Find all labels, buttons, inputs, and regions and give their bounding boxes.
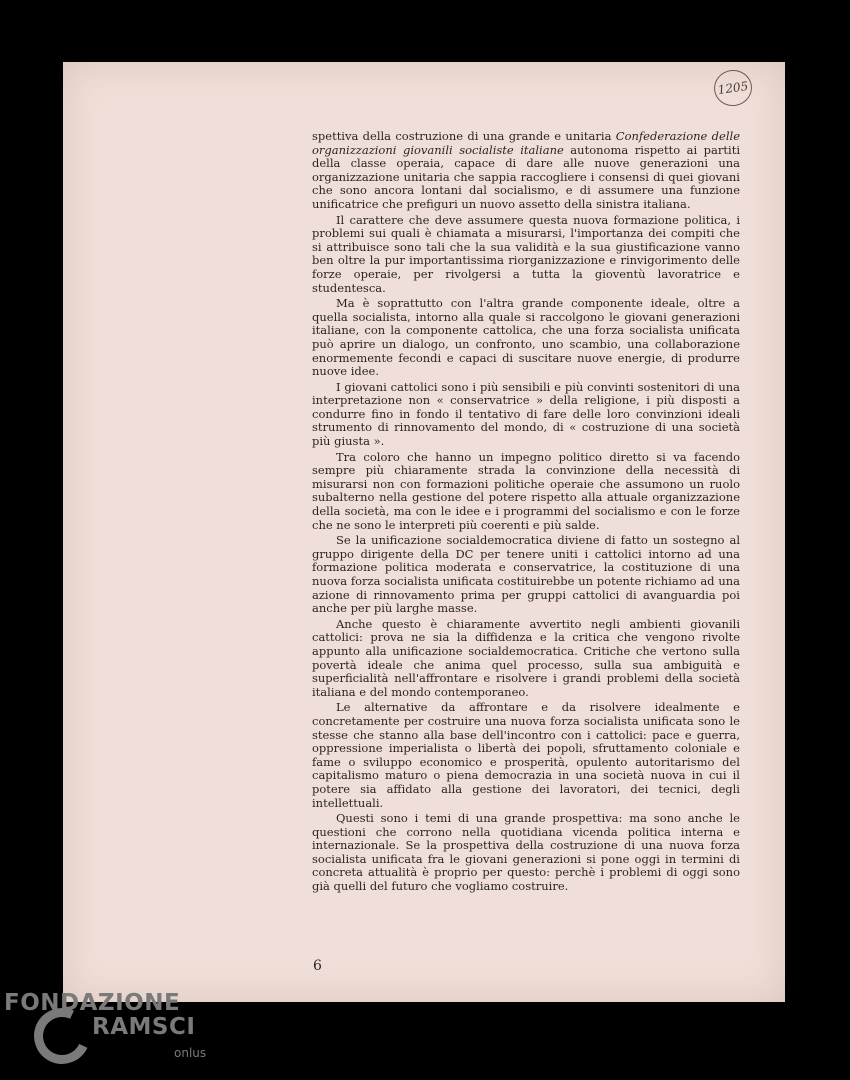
fondazione-gramsci-logo <box>4 988 214 1078</box>
paragraph-5: Tra coloro che hanno un impegno politico diretto si va facendo sempre più chiaramente strada la convinzione della necessità di misurarsi non con formazioni politiche operaie che assumono un ruolo subalterno nella gestione del potere rispetto alla attuale organizzazione della società, ma con le idee e i programmi del socialismo e con le forze che ne sono le interpreti più coerenti e più salde. <box>312 449 740 532</box>
page-number: 6 <box>313 958 322 974</box>
archive-stamp: 1205 <box>712 68 755 109</box>
document-page <box>63 62 785 1002</box>
logo-line-fondazione: FONDAZIONE <box>4 990 181 1016</box>
paragraph-1 <box>312 130 740 212</box>
paragraph-3: Ma è soprattutto con l'altra grande componente ideale, oltre a quella socialista, intorno alla quale si raccolgono le giovani generazioni italiane, con la componente cattolica, che una forza socialista unificata può aprire un dialogo, un confronto, uno scambio, una collaborazione enormemente fecondi e capaci di suscitare nuove energie, di produrre nuove idee. <box>312 296 740 379</box>
logo-line-onlus: onlus <box>174 1046 207 1060</box>
paragraph-4: I giovani cattolici sono i più sensibili e più convinti sostenitori di una interpretazione non « conservatrice » della religione, i più disposti a condurre fino in fondo il tentativo di fare delle loro convinzioni ideali strumento di rinnovamento del mondo, di « costruzione di una società più giusta ». <box>312 379 740 449</box>
paragraph-8: Le alternative da affrontare e da risolvere idealmente e concretamente per costruire una nuova forza socialista unificata sono le stesse che stanno alla base dell'incontro con i cattolici: pace e guerra, oppressione imperialista o libertà dei popoli, sfruttamento coloniale e fame o sviluppo economico e prosperità, opulento autoritarismo del capitalismo maturo o piena democrazia in una società nuova in cui il potere sia affidato alla gestione dei lavoratori, dei tecnici, degli intellettuali. <box>312 700 740 810</box>
body-text <box>312 130 740 896</box>
paragraph-6: Se la unificazione socialdemocratica diviene di fatto un sostegno al gruppo dirigente della DC per tenere uniti i cattolici intorno ad una formazione politica moderata e conservatrice, la costituzione di una nuova forza socialista unificata costituirebbe un potente richiamo ad una azione di rinnovamento prima per gruppi cattolici di avanguardia poi anche per più larghe masse. <box>312 533 740 616</box>
logo-line-gramsci: RAMSCI <box>92 1014 196 1040</box>
paragraph-9: Questi sono i temi di una grande prospettiva: ma sono anche le questioni che corrono nella quotidiana vicenda politica interna e internazionale. Se la prospettiva della costruzione di una nuova forza socialista unificata fra le giovani generazioni si pone oggi in termini di concreta attualità è proprio per questo: perchè i problemi di oggi sono già quelli del futuro che vogliamo costruire. <box>312 811 740 894</box>
paragraph-1-before: spettiva della costruzione di una grande e unitaria <box>312 129 616 143</box>
paragraph-1-italic: Confederazione delle organizzazioni giovanili socialiste italiane <box>312 129 740 157</box>
paragraph-1-after: autonoma rispetto ai partiti della classe operaia, capace di dare alle nuove generazioni una organizzazione unitaria che sappia raccogliere i consensi di quei giovani che sono ancora lontani dal socialismo, e di assumere una funzione unificatrice che prefiguri un nuovo assetto della sinistra italiana. <box>312 142 740 211</box>
paragraph-2: Il carattere che deve assumere questa nuova formazione politica, i problemi sui quali è chiamata a misurarsi, l'importanza dei compiti che si attribuisce sono tali che la sua validità e la sua giustificazione vanno ben oltre la pur importantissima riorganizzazione e rinvigorimento delle forze operaie, per rivolgersi a tutta la gioventù lavoratrice e studentesca. <box>312 212 740 295</box>
paragraph-7: Anche questo è chiaramente avvertito negli ambienti giovanili cattolici: prova ne sia la diffidenza e la critica che vengono rivolte appunto alla unificazione socialdemocratica. Critiche che vertono sulla povertà ideale che anima quel processo, sulla sua ambiguità e superficialità nell'affrontare e risolvere i grandi problemi della società italiana e del mondo contemporaneo. <box>312 616 740 699</box>
